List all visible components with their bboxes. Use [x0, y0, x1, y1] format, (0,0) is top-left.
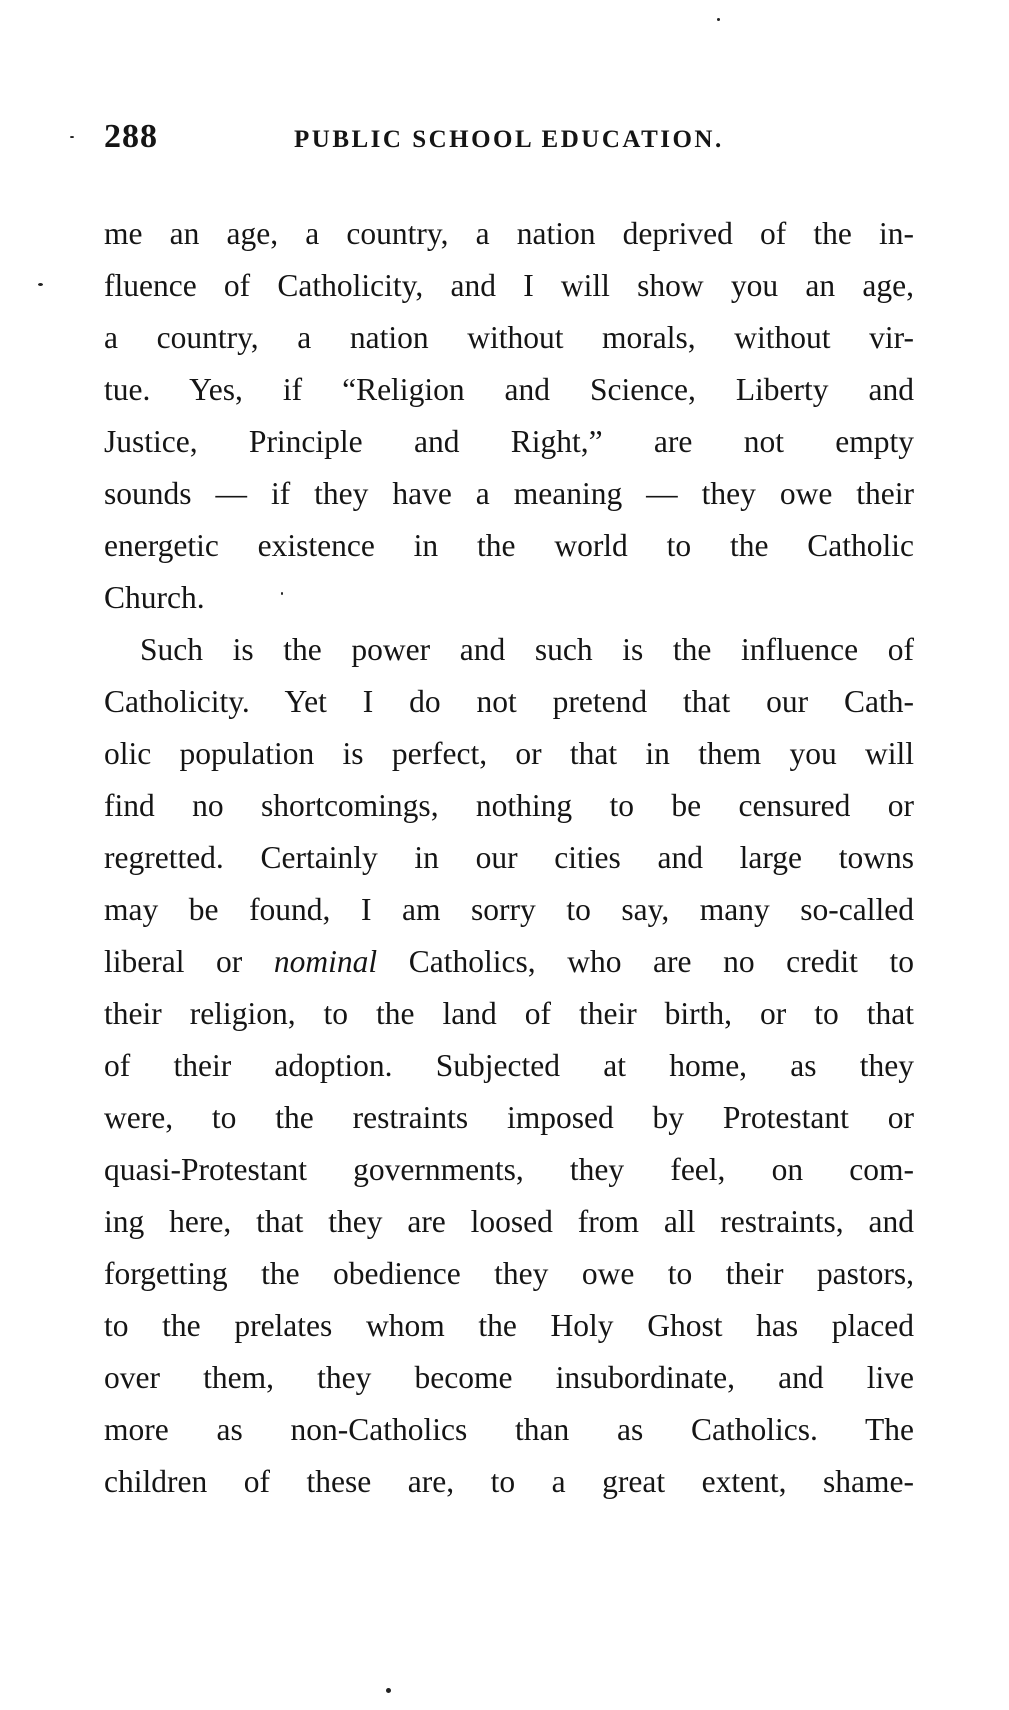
text-line: of their adoption. Subjected at home, as they: [104, 1048, 914, 1083]
ink-speck: [70, 136, 74, 138]
text-line: energetic existence in the world to the Catholic: [104, 528, 914, 563]
text-line: may be found, I am sorry to say, many so-called: [104, 892, 914, 927]
text-line: Church.: [104, 580, 205, 615]
text-line-with-italic: [104, 936, 914, 988]
text-line: Catholicity. Yet I do not pretend that our Cath-: [104, 684, 914, 719]
text-line: tue. Yes, if “Religion and Science, Liberty and: [104, 372, 914, 407]
text-segment: liberal or: [104, 944, 243, 979]
running-head: [104, 118, 924, 158]
text-line: children of these are, to a great extent, shame-: [104, 1464, 914, 1499]
text-line: a country, a nation without morals, without vir-: [104, 320, 914, 355]
text-line: find no shortcomings, nothing to be censured or: [104, 788, 914, 823]
text-line: to the prelates whom the Holy Ghost has placed: [104, 1308, 914, 1343]
text-line: Such is the power and such is the influence of: [140, 632, 914, 667]
text-line: sounds — if they have a meaning — they owe their: [104, 476, 914, 511]
running-title: PUBLIC SCHOOL EDUCATION.: [294, 126, 724, 153]
text-segment: Catholics, who are no credit to: [408, 944, 914, 979]
text-line: ing here, that they are loosed from all restraints, and: [104, 1204, 914, 1239]
text-line: were, to the restraints imposed by Protestant or: [104, 1100, 914, 1135]
text-line: olic population is perfect, or that in them you will: [104, 736, 914, 771]
ink-speck: [281, 592, 283, 595]
text-line: over them, they become insubordinate, and live: [104, 1360, 914, 1395]
ink-speck: [717, 18, 720, 21]
body-text: [104, 208, 914, 1508]
ink-speck: [38, 283, 43, 286]
italic-word: nominal: [273, 944, 378, 979]
text-line: me an age, a country, a nation deprived of the in-: [104, 216, 914, 251]
text-line: their religion, to the land of their birth, or to that: [104, 996, 914, 1031]
text-line: regretted. Certainly in our cities and large towns: [104, 840, 914, 875]
text-line: Justice, Principle and Right,” are not empty: [104, 424, 914, 459]
text-line: quasi-Protestant governments, they feel, on com-: [104, 1152, 914, 1187]
ink-speck: [386, 1688, 391, 1693]
text-line: more as non-Catholics than as Catholics. The: [104, 1412, 914, 1447]
text-line: fluence of Catholicity, and I will show you an age,: [104, 268, 914, 303]
page-number: 288: [104, 118, 158, 155]
text-line: forgetting the obedience they owe to their pastors,: [104, 1256, 914, 1291]
